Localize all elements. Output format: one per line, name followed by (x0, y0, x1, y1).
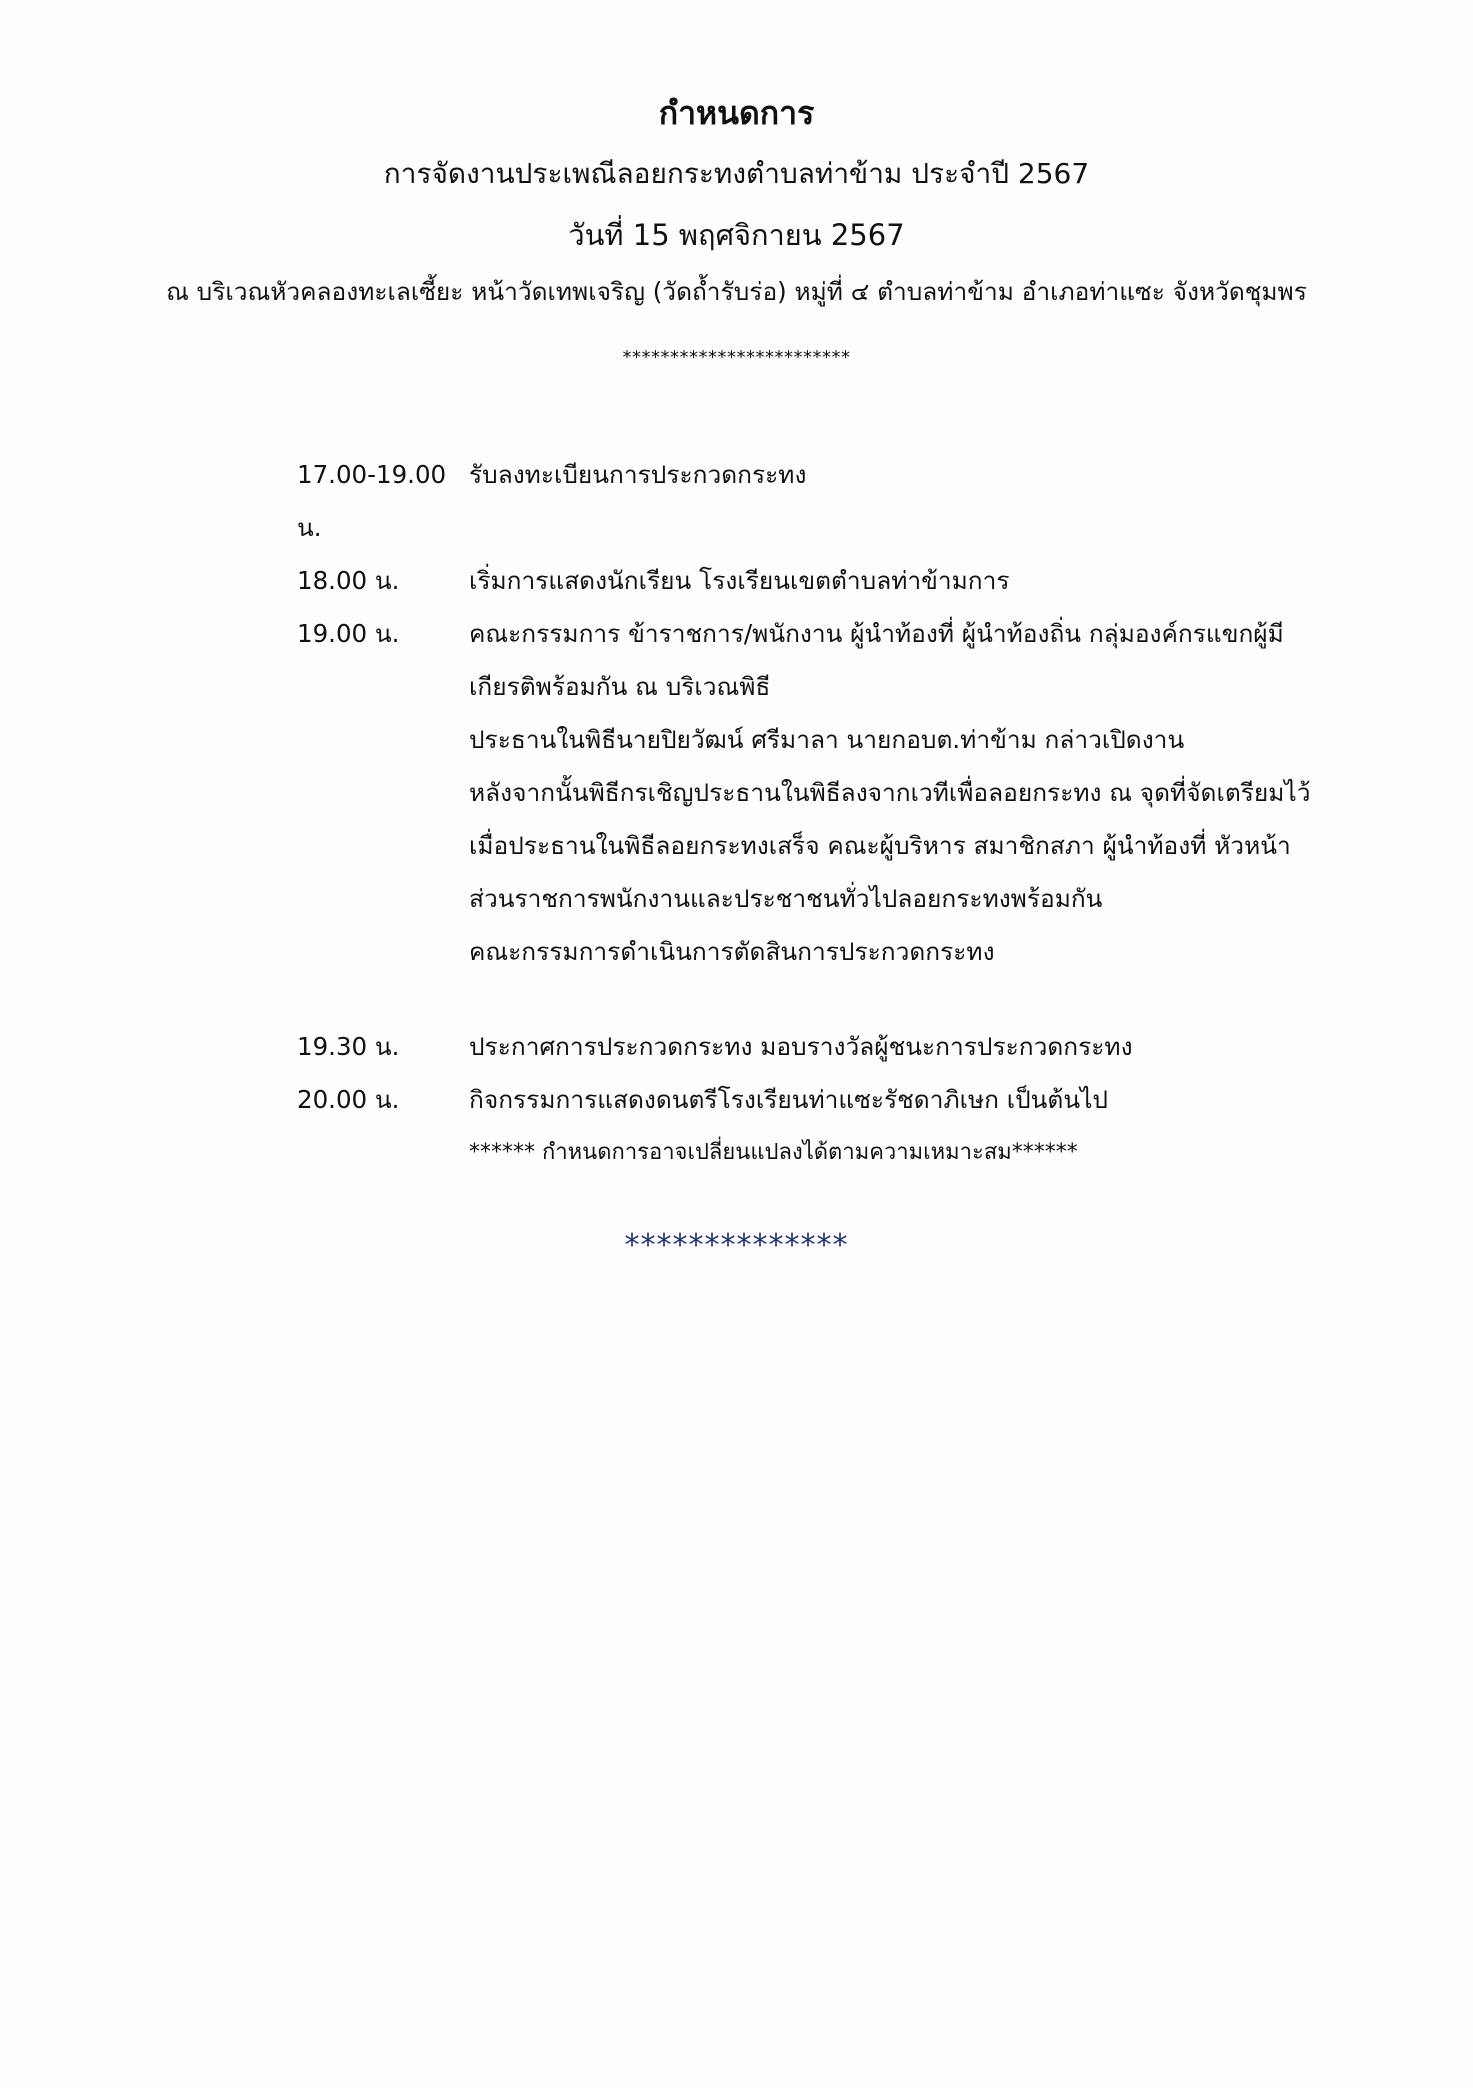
schedule-row (297, 1020, 1347, 1073)
schedule-description-line: รับลงทะเบียนการประกวดกระทง (469, 460, 807, 489)
schedule-description-line: คณะกรรมการ ข้าราชการ/พนักงาน ผู้นำท้องที่ ผู้นำท้องถิ่น กลุ่มองค์กรแขกผู้มี (469, 619, 1284, 648)
schedule-note-row (297, 1126, 1347, 1179)
schedule-description (469, 1073, 1347, 1126)
event-date: วันที่ 15 พฤศจิกายน 2567 (568, 218, 905, 252)
event-location: ณ บริเวณหัวคลองทะเลเซี้ยะ หน้าวัดเทพเจริญ (วัดถ้ำรับร่อ) หมู่ที่ ๔ ตำบลท่าข้าม อำเภอท่าแซะ จังหวัดชุมพร (166, 277, 1307, 306)
schedule-description-line: หลังจากนั้นพิธีกรเชิญประธานในพิธีลงจากเวทีเพื่อลอยกระทง ณ จุดที่จัดเตรียมไว้ (469, 778, 1311, 807)
schedule-row (297, 607, 1347, 978)
schedule-description-line: ประกาศการประกวดกระทง มอบรางวัลผู้ชนะการประกวดกระทง (469, 1032, 1133, 1061)
schedule-description (469, 607, 1347, 978)
event-subtitle: การจัดงานประเพณีลอยกระทงตำบลท่าข้าม ประจำปี 2567 (383, 157, 1090, 190)
schedule-time: 18.00 น. (297, 566, 400, 595)
footer-divider: ************** (624, 1228, 849, 1263)
schedule-description-line: คณะกรรมการดำเนินการตัดสินการประกวดกระทง (469, 937, 995, 966)
schedule-time: น. (297, 513, 322, 542)
schedule-row (297, 448, 1347, 501)
schedule-description-line: ส่วนราชการพนักงานและประชาชนทั่วไปลอยกระทงพร้อมกัน (469, 884, 1103, 913)
schedule-description-line: เมื่อประธานในพิธีลอยกระทงเสร็จ คณะผู้บริหาร สมาชิกสภา ผู้นำท้องที่ หัวหน้า (469, 831, 1291, 860)
schedule-description-line: เกียรติพร้อมกัน ณ บริเวณพิธี (469, 672, 771, 701)
schedule-time: 20.00 น. (297, 1085, 400, 1114)
schedule-row (297, 554, 1347, 607)
schedule-time: 19.00 น. (297, 619, 400, 648)
schedule-description-line: กิจกรรมการแสดงดนตรีโรงเรียนท่าแซะรัชดาภิเษก เป็นต้นไป (469, 1085, 1108, 1114)
schedule-note: ****** กำหนดการอาจเปลี่ยนแปลงได้ตามความเหมาะสม****** (469, 1140, 1078, 1165)
schedule-description (469, 1020, 1347, 1073)
schedule-note-spacer (297, 1126, 469, 1179)
schedule-description-line: เริ่มการแสดงนักเรียน โรงเรียนเขตตำบลท่าข้ามการ (469, 566, 1010, 595)
header-divider: ************************ (622, 347, 851, 368)
schedule-row (297, 1073, 1347, 1126)
schedule-description-line: ประธานในพิธีนายปิยวัฒน์ ศรีมาลา นายกอบต.ท่าข้าม กล่าวเปิดงาน (469, 725, 1185, 754)
document-title: กำหนดการ (658, 94, 815, 132)
schedule-time: 17.00-19.00 (297, 460, 447, 489)
schedule-gap (297, 978, 1347, 1020)
schedule-list (297, 448, 1347, 1179)
schedule-row (297, 501, 1347, 554)
schedule-time: 19.30 น. (297, 1032, 400, 1061)
schedule-description (469, 554, 1347, 607)
schedule-description (469, 501, 1347, 554)
schedule-description (469, 448, 1347, 501)
